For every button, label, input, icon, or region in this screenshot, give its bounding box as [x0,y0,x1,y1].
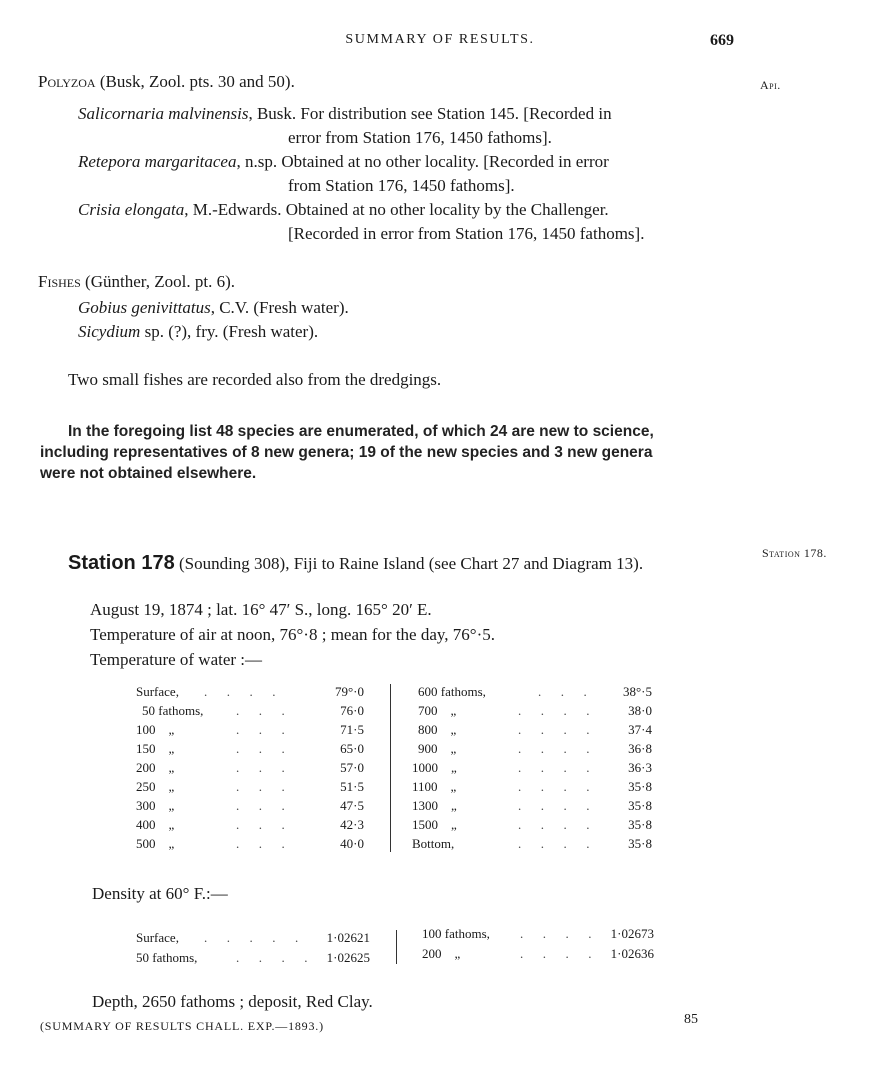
temperature-value: 38·0 [628,703,652,718]
polyzoa-entry-3-cont: [Recorded in error from Station 176, 1450 fathoms]. [288,224,645,243]
leader-dots: . . . [236,817,285,832]
polyzoa-entry-3 [78,200,609,220]
density-table-left [132,930,376,970]
leader-dots: . . . [236,703,285,718]
species-name: Sicydium [78,322,141,341]
species-name: Gobius genivittatus [78,298,211,317]
depth-label: 900 „ [418,741,457,756]
species-note: sp. (?), fry. (Fresh water). [140,322,319,341]
temperature-value: 35·8 [628,779,652,794]
depth-label: 100 fathoms, [422,926,490,941]
table-row [410,684,658,703]
species-name: Salicornaria malvinensis [78,104,249,123]
density-divider [396,930,397,964]
polyzoa-heading [38,72,295,92]
margin-note-station: Station 178. [762,546,827,560]
summary-line-3: were not obtained elsewhere. [40,465,257,482]
temperature-value: 47·5 [340,798,364,813]
table-row [132,703,372,722]
leader-dots: . . . . [518,798,590,813]
table-row [132,817,372,836]
depth-label: 1100 „ [412,779,457,794]
table-row [132,722,372,741]
polyzoa-entry-2-cont: from Station 176, 1450 fathoms]. [288,176,515,195]
table-row [410,703,658,722]
species-note: , Busk. For distribution see Station 145. [Recorded in [248,104,612,123]
station-description: (Sounding 308), Fiji to Raine Island (see Chart 27 and Diagram 13). [174,554,644,573]
leader-dots: . . . [538,684,587,699]
temperature-value: 51·5 [340,779,364,794]
leader-dots: . . . . [204,684,276,699]
polyzoa-entry-1 [78,104,612,124]
fishes-entry-2 [78,322,318,342]
temperature-value: 35·8 [628,836,652,851]
leader-dots: . . . . [236,950,308,965]
density-value: 1·02673 [610,926,654,941]
depth-label: 800 „ [418,722,457,737]
depth-label: 400 „ [136,817,175,832]
footer-note: (SUMMARY OF RESULTS CHALL. EXP.—1893.) [40,1019,324,1033]
depth-label: 200 „ [422,946,461,961]
temperature-value: 65·0 [340,741,364,756]
summary-line-2: including representatives of 8 new genera; 19 of the new species and 3 new genera [40,444,653,461]
density-value: 1·02636 [610,946,654,961]
polyzoa-heading-label: Polyzoa [38,72,96,91]
depth-label: Surface, [136,684,179,699]
polyzoa-entry-1-cont: error from Station 176, 1450 fathoms]. [288,128,552,147]
temperature-value: 35·8 [628,798,652,813]
leader-dots: . . . . . [204,930,299,945]
fishes-heading-source: (Günther, Zool. pt. 6). [80,272,235,291]
density-heading: Density at 60° F.:— [92,884,228,903]
density-value: 1·02625 [326,950,370,965]
depth-label: Surface, [136,930,179,945]
leader-dots: . . . [236,779,285,794]
temperature-value: 42·3 [340,817,364,832]
leader-dots: . . . . [518,722,590,737]
temperature-value: 57·0 [340,760,364,775]
fishes-note: Two small fishes are recorded also from the dredgings. [68,370,442,389]
table-divider [390,684,391,852]
leader-dots: . . . . [518,703,590,718]
leader-dots: . . . [236,760,285,775]
table-row [132,950,376,970]
depth-label: 1500 „ [412,817,457,832]
depth-label: 1000 „ [412,760,457,775]
table-row [132,798,372,817]
leader-dots: . . . [236,836,285,851]
depth-label: 600 fathoms, [418,684,486,699]
page-number: 669 [710,32,734,49]
table-row [132,930,376,950]
leader-dots: . . . [236,741,285,756]
temperature-value: 40·0 [340,836,364,851]
depth-label: 150 „ [136,741,175,756]
temperature-value: 79°·0 [334,684,364,699]
fishes-heading-label: Fishes [38,272,81,291]
water-temperature-heading: Temperature of water :— [90,650,263,669]
depth-label: 100 „ [136,722,175,737]
depth-label: 250 „ [136,779,175,794]
date-position-line: August 19, 1874 ; lat. 16° 47′ S., long. 165° 20′ E. [90,600,432,619]
table-row [410,817,658,836]
species-note: , M.-Edwards. Obtained at no other locality by the Challenger. [184,200,609,219]
temperature-value: 37·4 [628,722,652,737]
depth-label: 1300 „ [412,798,457,813]
leader-dots: . . . [236,722,285,737]
station-heading [68,552,643,575]
depth-deposit-line: Depth, 2650 fathoms ; deposit, Red Clay. [92,992,373,1011]
depth-label: 300 „ [136,798,175,813]
air-temperature-line: Temperature of air at noon, 76°·8 ; mean for the day, 76°·5. [90,625,495,644]
temperature-value: 35·8 [628,817,652,832]
species-name: Crisia elongata [78,200,185,219]
temperature-value: 71·5 [340,722,364,737]
table-row [416,946,660,966]
table-row [132,760,372,779]
table-row [410,741,658,760]
density-value: 1·02621 [326,930,370,945]
leader-dots: . . . . [518,836,590,851]
fishes-heading [38,272,235,292]
table-row [410,798,658,817]
depth-label: 50 fathoms, [142,703,204,718]
leader-dots: . . . . [518,741,590,756]
table-row [410,760,658,779]
table-row [416,926,660,946]
table-row [132,779,372,798]
polyzoa-heading-source: (Busk, Zool. pts. 30 and 50). [95,72,295,91]
depth-label: 700 „ [418,703,457,718]
temperature-value: 76·0 [340,703,364,718]
leader-dots: . . . . [518,779,590,794]
fishes-entry-1 [78,298,349,318]
depth-label: Bottom, [412,836,455,851]
species-note: , C.V. (Fresh water). [210,298,349,317]
running-title: SUMMARY OF RESULTS. [345,32,535,47]
table-row [132,836,372,855]
temperature-value: 38°·5 [622,684,652,699]
water-temp-table-left [132,684,372,855]
leader-dots: . . . . [520,946,592,961]
summary-line-1: In the foregoing list 48 species are enumerated, of which 24 are new to science, [68,423,654,440]
leader-dots: . . . . [518,817,590,832]
leader-dots: . . . [236,798,285,813]
polyzoa-entry-2 [78,152,609,172]
leader-dots: . . . . [520,926,592,941]
water-temp-table-right [410,684,658,855]
table-row [132,684,372,703]
species-name: Retepora margaritacea [78,152,237,171]
leader-dots: . . . . [518,760,590,775]
density-table-right [416,926,660,966]
depth-label: 200 „ [136,760,175,775]
station-number: Station 178 [68,552,175,574]
table-row [410,722,658,741]
signature-mark: 85 [684,1012,698,1027]
table-row [410,836,658,855]
table-row [132,741,372,760]
temperature-value: 36·8 [628,741,652,756]
table-row [410,779,658,798]
depth-label: 500 „ [136,836,175,851]
species-note: , n.sp. Obtained at no other locality. [Recorded in error [236,152,609,171]
temperature-value: 36·3 [628,760,652,775]
depth-label: 50 fathoms, [136,950,198,965]
margin-note-api: Api. [760,78,781,92]
